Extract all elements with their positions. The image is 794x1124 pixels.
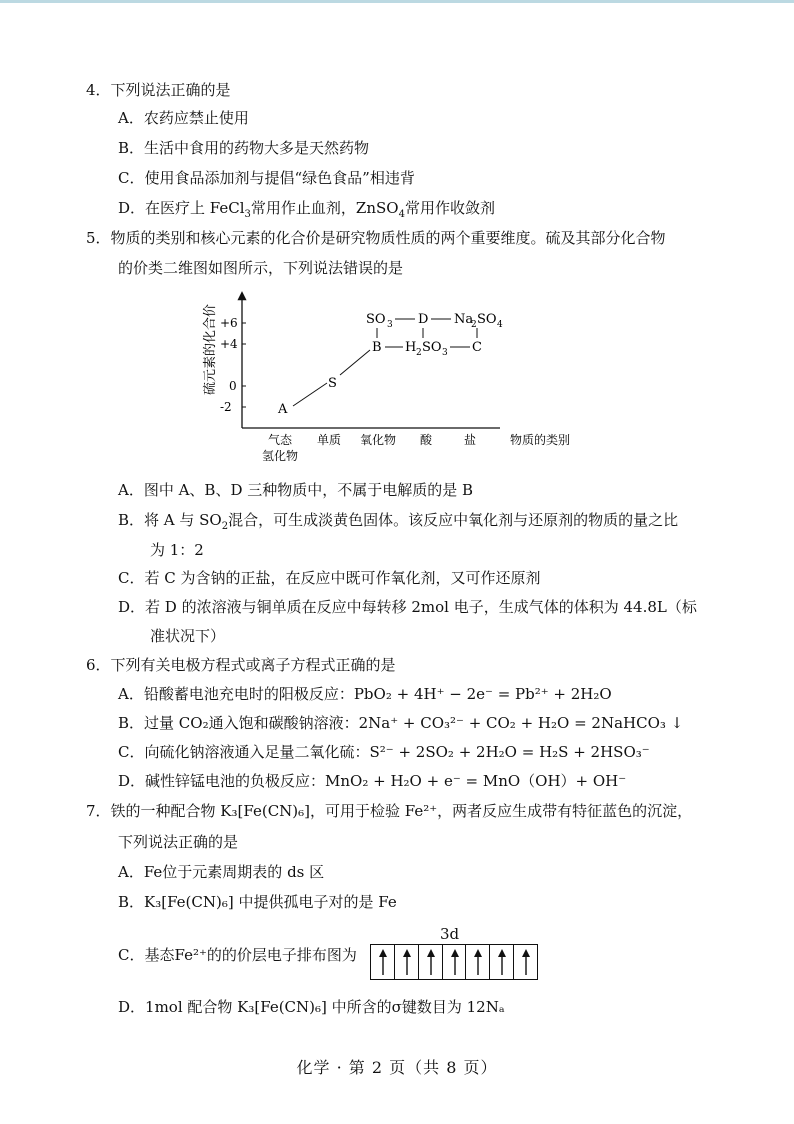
- point-SO3: SO: [366, 312, 386, 327]
- x-cat-oxide: 氧化物: [360, 433, 397, 447]
- top-rule: [0, 0, 794, 3]
- orbital-box-5: [466, 945, 490, 979]
- x-cat-gas-line2: 氢化物: [262, 449, 299, 463]
- q5-stem-line2: 的价类二维图如图所示，下列说法错误的是: [118, 259, 404, 277]
- q5-b-part1: B．将 A 与 SO: [118, 511, 222, 529]
- orbital-box-6: [490, 945, 514, 979]
- q5-option-d-line2: 准状况下）: [150, 627, 226, 645]
- q4-d-part3: 常用作收敛剂: [404, 199, 495, 217]
- orbital-box-3: [419, 945, 443, 979]
- point-Na2SO4-na: Na: [454, 312, 474, 327]
- q6-option-b: B．过量 CO₂通入饱和碳酸钠溶液：2Na⁺ + CO₃²⁻ + CO₂ + H₂O = 2NaHCO₃ ↓: [118, 714, 684, 732]
- point-Na2SO4-so: SO: [477, 312, 497, 327]
- so3-sub3: 3: [387, 320, 393, 330]
- valence-category-chart: [200, 285, 600, 475]
- q5-b-part2: 混合，可生成淡黄色固体。该反应中氧化剂与还原剂的物质的量之比: [228, 511, 679, 529]
- orbital-3d-label: 3d: [440, 925, 460, 943]
- orbital-box-4: [443, 945, 467, 979]
- point-H2SO3-h: H: [405, 340, 417, 355]
- q5-option-b-line1: B．将 A 与 $SO_2$混合，可生成淡黄色固体。该反应中氧化剂与还原剂的物质的量之比: [118, 511, 679, 532]
- page-footer: 化学 · 第 2 页（共 8 页）: [296, 1058, 498, 1077]
- q5-stem-line1: 5．物质的类别和核心元素的化合价是研究物质性质的两个重要维度。硫及其部分化合物: [86, 229, 666, 247]
- q6-stem: 6．下列有关电极方程式或离子方程式正确的是: [86, 656, 396, 674]
- q7-option-b: B．K₃[Fe(CN)₆] 中提供孤电子对的是 Fe: [118, 893, 397, 911]
- orbital-box-1: [371, 945, 395, 979]
- na2so4-sub4: 4: [497, 320, 503, 330]
- q5-option-c: C．若 C 为含钠的正盐，在反应中既可作氧化剂，又可作还原剂: [118, 569, 541, 587]
- q4-stem: 4．下列说法正确的是: [86, 81, 231, 99]
- point-A: A: [278, 402, 288, 417]
- q7-option-d: D．1mol 配合物 K₃[Fe(CN)₆] 中所含的σ键数目为 12Nₐ: [118, 998, 505, 1016]
- orbital-box-7: [514, 945, 537, 979]
- q7-stem-line1: 7．铁的一种配合物 K₃[Fe(CN)₆]，可用于检验 Fe²⁺，两者反应生成带有特征蓝色的沉淀，: [86, 802, 693, 820]
- q7-option-c: C．基态Fe²⁺的的价层电子排布图为: [118, 946, 357, 964]
- line-S-B: [340, 350, 370, 375]
- orbital-box-2: [395, 945, 419, 979]
- orbital-diagram: [370, 944, 538, 980]
- q4-option-c: C．使用食品添加剂与提倡“绿色食品”相违背: [118, 169, 415, 187]
- q6-option-c: C．向硫化钠溶液通入足量二氧化硫：S²⁻ + 2SO₂ + 2H₂O = H₂S + 2HSO₃⁻: [118, 743, 650, 761]
- q7-option-a: A．Fe位于元素周期表的 ds 区: [118, 863, 325, 881]
- h2so3-sub3: 3: [442, 348, 448, 358]
- x-cat-element: 单质: [317, 433, 342, 447]
- y-axis-label: 硫元素的化合价: [203, 303, 218, 395]
- y-tick-plus4: +4: [220, 337, 238, 351]
- q4-option-d: D．在医疗上 FeCl$_3$常用作止血剂，ZnSO$_4$常用作收敛剂: [118, 199, 495, 220]
- q4-d-part1: D．在医疗上 FeCl: [118, 199, 245, 217]
- y-tick-plus6: +6: [220, 316, 238, 330]
- q5-option-d-line1: D．若 D 的浓溶液与铜单质在反应中每转移 2mol 电子，生成气体的体积为 44.8L（标: [118, 598, 697, 616]
- q5-option-a: A．图中 A、B、D 三种物质中，不属于电解质的是 B: [118, 481, 474, 499]
- q4-d-part2: 常用作止血剂，ZnSO: [250, 199, 399, 217]
- x-cat-salt: 盐: [464, 433, 477, 447]
- x-cat-gas: 气态: [268, 433, 293, 447]
- q6-option-a: A．铅酸蓄电池充电时的阳极反应：PbO₂ + 4H⁺ − 2e⁻ = Pb²⁺ + 2H₂O: [118, 685, 612, 703]
- q7-stem-line2: 下列说法正确的是: [118, 833, 239, 851]
- point-S: S: [328, 376, 337, 391]
- point-B: B: [372, 340, 382, 355]
- q4-option-a: A．农药应禁止使用: [118, 109, 249, 127]
- point-C: C: [472, 340, 482, 355]
- h2so3-sub2: 2: [416, 348, 422, 358]
- x-cat-acid: 酸: [420, 433, 433, 447]
- q4-option-b: B．生活中食用的药物大多是天然药物: [118, 139, 370, 157]
- line-A-S: [293, 383, 327, 406]
- point-D: D: [418, 312, 429, 327]
- point-H2SO3-so: SO: [422, 340, 442, 355]
- na2so4-sub2: 2: [471, 320, 477, 330]
- q5-option-b-line2: 为 1：2: [150, 541, 204, 559]
- y-tick-minus2: -2: [220, 400, 232, 414]
- x-axis-label: 物质的类别: [510, 433, 571, 447]
- y-tick-0: 0: [229, 379, 237, 393]
- q6-option-d: D．碱性锌锰电池的负极反应：MnO₂ + H₂O + e⁻ = MnO（OH）+ OH⁻: [118, 772, 627, 790]
